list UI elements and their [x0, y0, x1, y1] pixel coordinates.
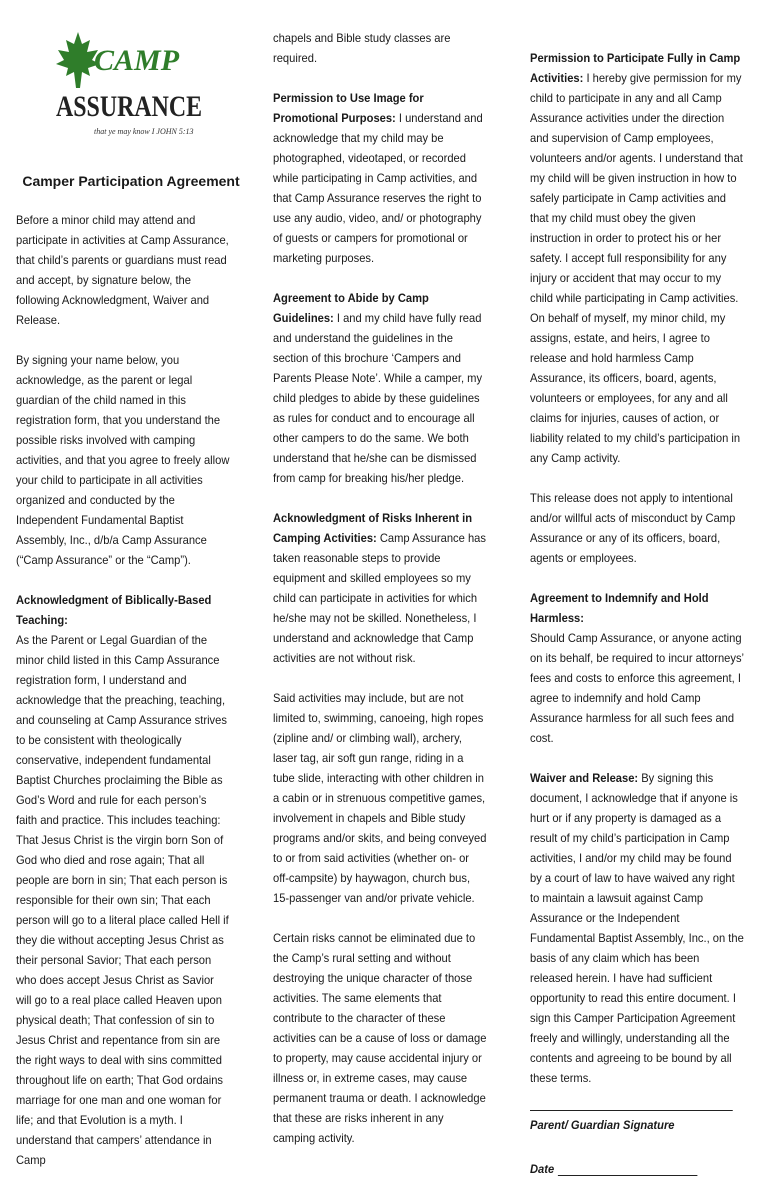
camp-assurance-logo	[54, 30, 204, 140]
intro-paragraph: Before a minor child may attend and participate in activities at Camp Assurance, that child’s parents or guardians must read and accept, by signature below, the following Acknowledgment, Waiver and Release.	[16, 213, 229, 327]
risks-body: Camp Assurance has taken reasonable steps to provide equipment and skilled employees so my child can participate in activities for which he/she may not be skilled. Nonetheless, I understand and acknowledge that Camp activities are not without risk.	[273, 531, 486, 665]
participation-permission-section	[530, 48, 744, 468]
participation-permission-heading: Permission to Participate Fully in Camp Activities:	[530, 51, 741, 85]
date-line[interactable]	[558, 1175, 698, 1176]
logo-camp-text: CAMP	[94, 44, 180, 77]
indemnify-section	[530, 588, 744, 748]
risks-heading: Acknowledgment of Risks Inherent in Camping Activities:	[273, 511, 473, 545]
waiver-heading: Waiver and Release:	[530, 771, 639, 785]
biblical-teaching-heading: Acknowledgment of Biblically-Based Teaching:	[16, 593, 212, 627]
column-middle	[273, 28, 487, 1148]
indemnify-body: Should Camp Assurance, or anyone acting on its behalf, be required to incur attorneys’ fees and costs to enforce this agreement, I agree to indemnify and hold Camp Assurance harmless for all such fees and cost.	[530, 631, 744, 745]
image-permission-heading: Permission to Use Image for Promotional Purposes:	[273, 91, 424, 125]
waiver-section	[530, 768, 744, 1088]
signature-line[interactable]	[530, 1110, 733, 1111]
date-label: Date	[530, 1162, 555, 1176]
release-exception-paragraph: This release does not apply to intentional and/or willful acts of misconduct by Camp Assurance or any of its officers, board, agents or employees.	[530, 491, 736, 565]
risks-section	[273, 508, 487, 668]
logo-verse-text: that ye may know I JOHN 5:13	[94, 127, 194, 136]
column-left	[16, 210, 230, 1170]
activities-paragraph: Said activities may include, but are not limited to, swimming, canoeing, high ropes (zipline and/ or climbing wall), archery, laser tag, air soft gun range, riding in a tube slide, interacting with other children in a cabin or in strenuous competitive games, involvement in chapels and Bible study programs and/or skits, and being conveyed to or from said activities (whether on- or off-campsite) by haywagon, church bus, 15-passenger van and/or private vehicle.	[273, 691, 487, 905]
biblical-teaching-body: As the Parent or Legal Guardian of the minor child listed in this Camp Assurance registration form, I understand and acknowledge that the preaching, teaching, and counseling at Camp Assurance strives to be consistent with theologically conservative, independent fundamental Baptist Churches proclaiming the Bible as God’s Word and rule for each person’s faith and practice. This includes teaching: That Jesus Christ is the virgin born Son of God who died and rose again; That all people are born in sin; That each person is responsible for their own sin; That each person will go to a literal place called Hell if they die without accepting Jesus Christ as their personal Savior; That each person who does accept Jesus Christ as Savior will go to a real place called Heaven upon physical death; That confession of sin to Jesus Christ and repentance from sin are the right ways to deal with sins committed throughout life on earth; That God ordains marriage for one man and one woman for life; and that Evolution is a myth. I understand that campers’ attendance in Camp	[16, 633, 229, 1167]
biblical-teaching-section	[16, 590, 230, 1170]
guidelines-section	[273, 288, 487, 488]
page-title: Camper Participation Agreement	[22, 173, 240, 189]
guidelines-heading: Agreement to Abide by Camp Guidelines:	[273, 291, 429, 325]
certain-risks-paragraph: Certain risks cannot be eliminated due to the Camp’s rural setting and without destroying the unique character of those activities. The same elements that contribute to the character of these activities can be a cause of loss or damage to property, may cause accidental injury or illness or, in extreme cases, may cause permanent trauma or death. I acknowledge that these are risks inherent in any camping activity.	[273, 931, 487, 1145]
waiver-body: By signing this document, I acknowledge that if anyone is hurt or if any property is damaged as a result of my child’s participation in Camp activities, I and/or my child may be found by a court of law to have waived any right to maintain a lawsuit against Camp Assurance or the Independent Fundamental Baptist Assembly, Inc., on the basis of any claim which has been released herein. I have had sufficient opportunity to read this entire document. I sign this Camper Participation Agreement freely and willingly, understanding all the contents and agreeing to be bound by all these terms.	[530, 771, 744, 1085]
indemnify-heading: Agreement to Indemnify and Hold Harmless:	[530, 591, 709, 625]
date-row	[530, 1159, 744, 1179]
continuation-text: chapels and Bible study classes are required.	[273, 31, 451, 65]
signing-paragraph: By signing your name below, you acknowledge, as the parent or legal guardian of the child named in this registration form, that you understand the possible risks involved with camping activities, and that you agree to freely allow your child to participate in all activities organized and conducted by the Independent Fundamental Baptist Assembly, Inc., d/b/a Camp Assurance (“Camp Assurance” or the “Camp”).	[16, 353, 230, 567]
logo-assurance-text: ASSURANCE	[56, 90, 202, 123]
image-permission-section	[273, 88, 487, 268]
image-permission-body: I understand and acknowledge that my child may be photographed, videotaped, or recorded while participating in Camp activities, and that Camp Assurance reserves the right to use any audio, video, and/ or photography of guests or campers for promotional or marketing purposes.	[273, 111, 483, 265]
column-right	[530, 48, 744, 1179]
guidelines-body: I and my child have fully read and understand the guidelines in the section of this brochure ‘Campers and Parents Please Note’. While a camper, my child pledges to abide by these guidelines as rules for conduct and to encourage all other campers to do the same. We both understand that he/she can be dismissed from camp for breaking his/her pledge.	[273, 311, 483, 485]
signature-label: Parent/ Guardian Signature	[530, 1118, 675, 1132]
participation-permission-body: I hereby give permission for my child to participate in any and all Camp Assurance activities under the direction and supervision of Camp employees, volunteers and/or agents. I understand that my child will be given instruction in how to safely participate in Camp activities and that my child must obey the given instruction in order to protect his or her safety. I accept full responsibility for any injury or accident that may occur to my child while participating in Camp activities. On behalf of myself, my minor child, my assigns, estate, and heirs, I agree to release and hold harmless Camp Assurance, its officers, board, agents, volunteers or employees, for any and all claims for injuries, causes of action, or liability related to my child’s participation in any Camp activity.	[530, 71, 743, 465]
